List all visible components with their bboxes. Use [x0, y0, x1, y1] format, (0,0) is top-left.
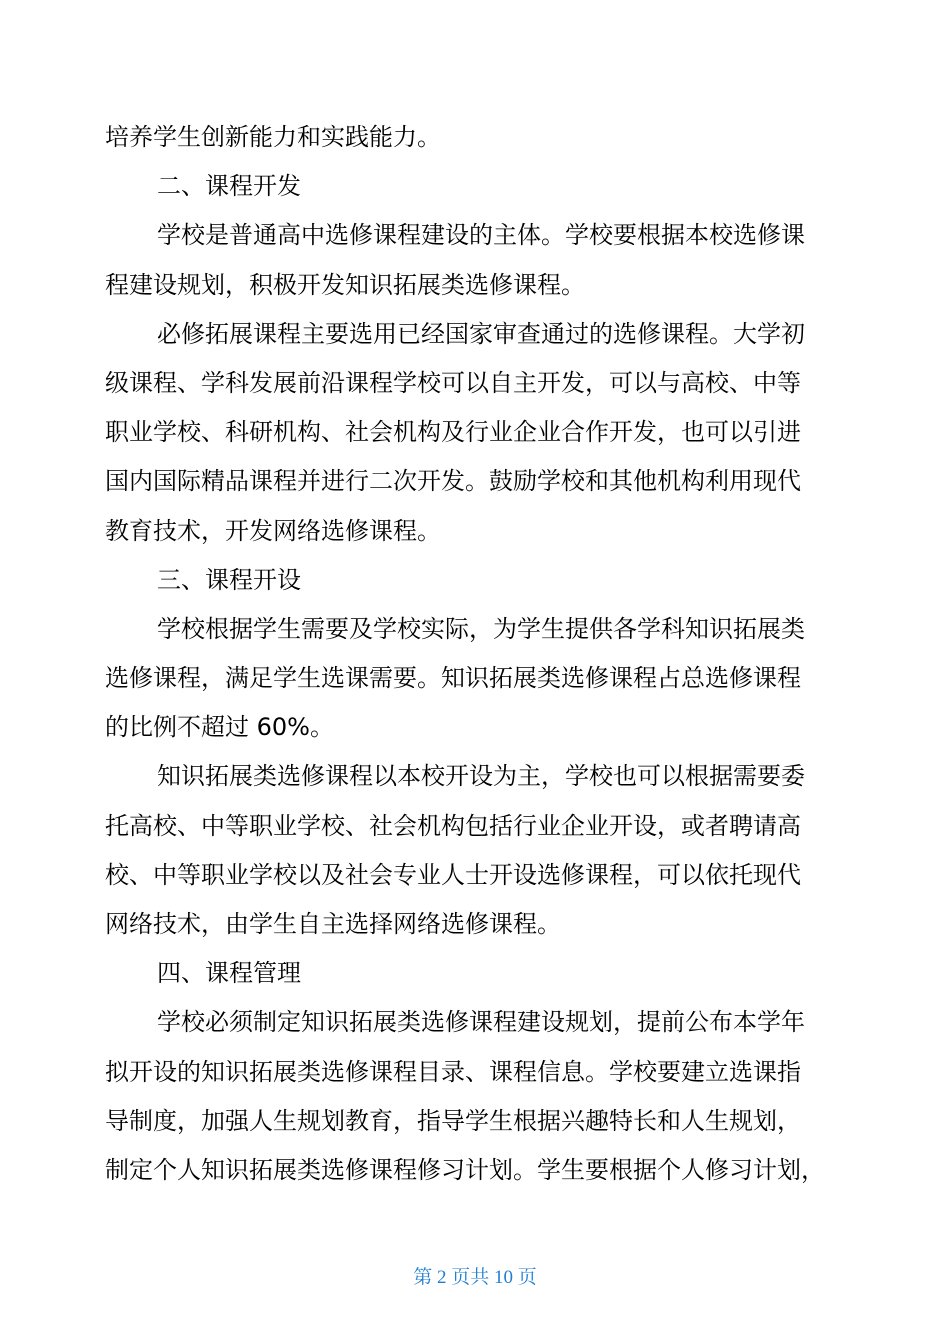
text-line: 二、课程开发 — [157, 172, 301, 201]
text-line: 学校必须制定知识拓展类选修课程建设规划，提前公布本学年 — [157, 1008, 805, 1037]
text-line: 国内国际精品课程并进行二次开发。鼓励学校和其他机构利用现代 — [105, 467, 801, 496]
text-line: 培养学生创新能力和实践能力。 — [105, 123, 441, 151]
text-line: 知识拓展类选修课程以本校开设为主，学校也可以根据需要委 — [157, 762, 805, 791]
page-number-label: 第 2 页共 10 页 — [413, 1267, 537, 1288]
text-line: 校、中等职业学校以及社会专业人士开设选修课程，可以依托现代 — [105, 860, 801, 889]
text-line: 制定个人知识拓展类选修课程修习计划。学生要根据个人修习计划， — [105, 1155, 825, 1184]
text-line: 级课程、学科发展前沿课程学校可以自主开发，可以与高校、中等 — [105, 368, 801, 397]
text-line: 必修拓展课程主要选用已经国家审查通过的选修课程。大学初 — [157, 319, 805, 348]
text-line: 教育技术，开发网络选修课程。 — [105, 516, 441, 545]
document-body — [105, 113, 845, 1195]
text-line: 网络技术，由学生自主选择网络选修课程。 — [105, 910, 561, 938]
text-line: 程建设规划，积极开发知识拓展类选修课程。 — [105, 270, 585, 299]
text-line: 托高校、中等职业学校、社会机构包括行业企业开设，或者聘请高 — [105, 811, 801, 840]
text-line: 学校根据学生需要及学校实际，为学生提供各学科知识拓展类 — [157, 614, 805, 643]
page-footer — [0, 1262, 950, 1289]
text-line: 三、课程开设 — [157, 565, 301, 594]
text-line: 职业学校、科研机构、社会机构及行业企业合作开发，也可以引进 — [105, 418, 801, 447]
text-line: 的比例不超过 60%。 — [105, 713, 334, 742]
text-line: 拟开设的知识拓展类选修课程目录、课程信息。学校要建立选课指 — [105, 1057, 801, 1086]
text-line: 导制度，加强人生规划教育，指导学生根据兴趣特长和人生规划， — [105, 1106, 801, 1135]
text-line: 学校是普通高中选修课程建设的主体。学校要根据本校选修课 — [157, 221, 805, 250]
text-line: 四、课程管理 — [157, 959, 301, 988]
text-line: 选修课程，满足学生选课需要。知识拓展类选修课程占总选修课程 — [105, 664, 801, 693]
